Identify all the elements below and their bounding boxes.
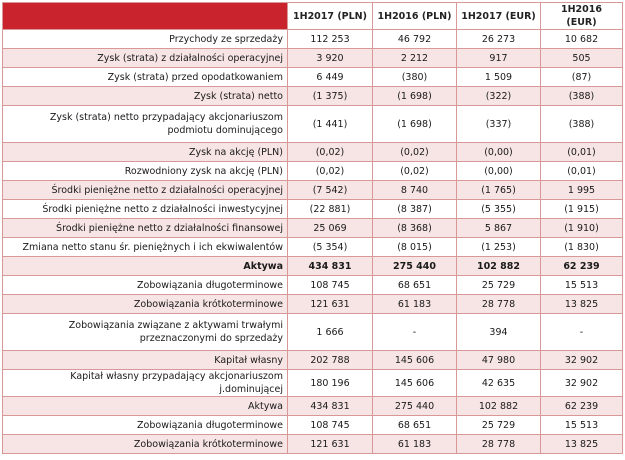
value-cell: (1 698): [373, 106, 457, 143]
value-cell: 68 651: [373, 276, 457, 295]
table-row: [3, 397, 623, 416]
value-cell: 121 631: [288, 295, 373, 314]
value-cell: (388): [541, 106, 623, 143]
value-cell: (1 253): [457, 238, 541, 257]
row-label: Zmiana netto stanu śr. pieniężnych i ich ekwiwalentów: [3, 238, 288, 257]
value-cell: (1 830): [541, 238, 623, 257]
row-label: Kapitał własny: [3, 351, 288, 370]
value-cell: (1 375): [288, 87, 373, 106]
value-cell: (1 441): [288, 106, 373, 143]
value-cell: (1 910): [541, 219, 623, 238]
table-row: [3, 162, 623, 181]
value-cell: (322): [457, 87, 541, 106]
header-1h2017-eur: 1H2017 (EUR): [457, 3, 541, 30]
row-label: Zysk (strata) przed opodatkowaniem: [3, 68, 288, 87]
table-row: [3, 200, 623, 219]
value-cell: 434 831: [288, 397, 373, 416]
value-cell: 434 831: [288, 257, 373, 276]
value-cell: -: [541, 314, 623, 351]
value-cell: 102 882: [457, 257, 541, 276]
value-cell: 25 069: [288, 219, 373, 238]
table-row: [3, 219, 623, 238]
row-label: Zysk (strata) netto przypadający akcjonariuszom podmiotu dominującego: [3, 106, 288, 143]
value-cell: 47 980: [457, 351, 541, 370]
value-cell: 505: [541, 49, 623, 68]
value-cell: 3 920: [288, 49, 373, 68]
value-cell: (0,01): [541, 143, 623, 162]
value-cell: (1 765): [457, 181, 541, 200]
value-cell: (87): [541, 68, 623, 87]
value-cell: 917: [457, 49, 541, 68]
table-body: [3, 30, 623, 454]
row-label: Zysk (strata) netto: [3, 87, 288, 106]
value-cell: -: [373, 314, 457, 351]
value-cell: (7 542): [288, 181, 373, 200]
row-label: Środki pieniężne netto z działalności inwestycyjnej: [3, 200, 288, 219]
header-1h2017-pln: 1H2017 (PLN): [288, 3, 373, 30]
value-cell: 61 183: [373, 295, 457, 314]
table-row: [3, 238, 623, 257]
table-row: [3, 314, 623, 351]
value-cell: (8 015): [373, 238, 457, 257]
value-cell: 13 825: [541, 435, 623, 454]
row-label: Środki pieniężne netto z działalności operacyjnej: [3, 181, 288, 200]
value-cell: 32 902: [541, 370, 623, 397]
value-cell: (0,02): [373, 143, 457, 162]
value-cell: (388): [541, 87, 623, 106]
value-cell: 25 729: [457, 276, 541, 295]
value-cell: (5 355): [457, 200, 541, 219]
value-cell: 28 778: [457, 435, 541, 454]
value-cell: 25 729: [457, 416, 541, 435]
value-cell: 112 253: [288, 30, 373, 49]
value-cell: 275 440: [373, 257, 457, 276]
value-cell: 62 239: [541, 257, 623, 276]
table-row: [3, 49, 623, 68]
value-cell: (22 881): [288, 200, 373, 219]
table-row: [3, 295, 623, 314]
table-row: [3, 416, 623, 435]
value-cell: (8 387): [373, 200, 457, 219]
header-1h2016-eur: 1H2016 (EUR): [541, 3, 623, 30]
table-row: [3, 68, 623, 87]
header-corner-cell: [3, 3, 288, 30]
value-cell: 62 239: [541, 397, 623, 416]
table-row: [3, 435, 623, 454]
value-cell: 6 449: [288, 68, 373, 87]
row-label: Zobowiązania długoterminowe: [3, 416, 288, 435]
value-cell: (0,00): [457, 143, 541, 162]
row-label: Kapitał własny przypadający akcjonariuszom j.dominującej: [3, 370, 288, 397]
row-label: Aktywa: [3, 257, 288, 276]
row-label: Środki pieniężne netto z działalności finansowej: [3, 219, 288, 238]
table-row: [3, 276, 623, 295]
value-cell: 26 273: [457, 30, 541, 49]
value-cell: 5 867: [457, 219, 541, 238]
value-cell: 1 509: [457, 68, 541, 87]
value-cell: 145 606: [373, 351, 457, 370]
value-cell: (0,02): [373, 162, 457, 181]
row-label: Zobowiązania związane z aktywami trwałymi przeznaczonymi do sprzedaży: [3, 314, 288, 351]
value-cell: (337): [457, 106, 541, 143]
value-cell: 275 440: [373, 397, 457, 416]
row-label: Przychody ze sprzedaży: [3, 30, 288, 49]
value-cell: 15 513: [541, 276, 623, 295]
table-row: [3, 87, 623, 106]
row-label: Zobowiązania krótkoterminowe: [3, 435, 288, 454]
value-cell: 42 635: [457, 370, 541, 397]
value-cell: (0,02): [288, 162, 373, 181]
value-cell: 121 631: [288, 435, 373, 454]
table-row: [3, 30, 623, 49]
value-cell: 2 212: [373, 49, 457, 68]
row-label: Zysk na akcję (PLN): [3, 143, 288, 162]
value-cell: 28 778: [457, 295, 541, 314]
value-cell: 13 825: [541, 295, 623, 314]
value-cell: (1 915): [541, 200, 623, 219]
table-row: [3, 143, 623, 162]
value-cell: 61 183: [373, 435, 457, 454]
value-cell: 15 513: [541, 416, 623, 435]
value-cell: 202 788: [288, 351, 373, 370]
value-cell: 108 745: [288, 276, 373, 295]
table-row: [3, 181, 623, 200]
table-header-row: [3, 3, 623, 30]
value-cell: 108 745: [288, 416, 373, 435]
table-row: [3, 351, 623, 370]
value-cell: 394: [457, 314, 541, 351]
table-row: [3, 257, 623, 276]
value-cell: (0,01): [541, 162, 623, 181]
row-label: Zysk (strata) z działalności operacyjnej: [3, 49, 288, 68]
value-cell: (8 368): [373, 219, 457, 238]
value-cell: 10 682: [541, 30, 623, 49]
value-cell: 68 651: [373, 416, 457, 435]
row-label: Aktywa: [3, 397, 288, 416]
value-cell: 1 995: [541, 181, 623, 200]
value-cell: 180 196: [288, 370, 373, 397]
value-cell: 8 740: [373, 181, 457, 200]
value-cell: 145 606: [373, 370, 457, 397]
header-1h2016-pln: 1H2016 (PLN): [373, 3, 457, 30]
table-row: [3, 370, 623, 397]
value-cell: 46 792: [373, 30, 457, 49]
value-cell: 32 902: [541, 351, 623, 370]
row-label: Rozwodniony zysk na akcję (PLN): [3, 162, 288, 181]
table-row: [3, 106, 623, 143]
value-cell: 1 666: [288, 314, 373, 351]
row-label: Zobowiązania krótkoterminowe: [3, 295, 288, 314]
value-cell: (380): [373, 68, 457, 87]
row-label: Zobowiązania długoterminowe: [3, 276, 288, 295]
value-cell: (1 698): [373, 87, 457, 106]
financial-table: [2, 2, 623, 454]
value-cell: 102 882: [457, 397, 541, 416]
value-cell: (0,00): [457, 162, 541, 181]
financial-table-container: [2, 2, 623, 454]
value-cell: (0,02): [288, 143, 373, 162]
value-cell: (5 354): [288, 238, 373, 257]
